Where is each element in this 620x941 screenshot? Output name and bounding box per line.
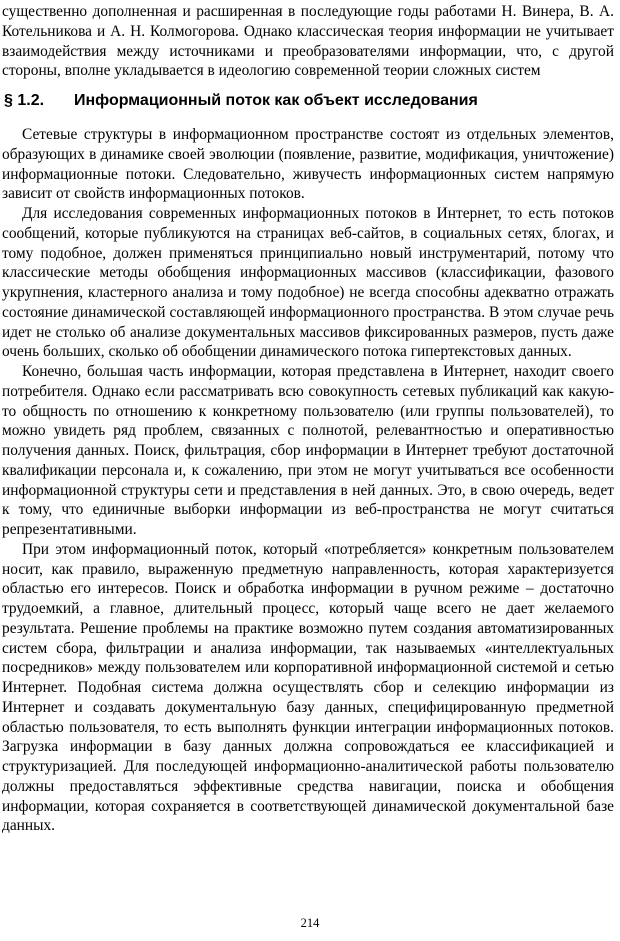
paragraph-intro-continuation: существенно дополненная и расширенная в последующие годы работами Н. Винера, В. А. Котельникова и А. Н. Колмогорова. Однако классическая теория информации не учитывает взаимодействия между источниками и преобразователями информации, что, с другой стороны, вполне укладывается в идеологию современной теории сложных систем xyxy=(2,3,614,80)
section-title: Информационный поток как объект исследования xyxy=(74,92,478,109)
paragraph-network-structures: Сетевые структуры в информационном пространстве состоят из отдельных элементов, образующих в динамике своей эволюции (появление, развитие, модификация, уничтожение) информационные потоки. Следовательно, живучесть информационных систем напрямую зависит от свойств информационных потоков. xyxy=(2,126,614,203)
section-heading xyxy=(4,90,614,112)
paragraph-information-flow: При этом информационный поток, который «потребляется» конкретным пользователем носит, как правило, выраженную предметную направленность, которая характеризуется областью его интересов. Поиск и обработка информации в ручном режиме – достаточно трудоемкий, а главное, длительный процесс, который чаще всего не дает желаемого результата. Решение проблемы на практике возможно путем создания автоматизированных систем сбора, фильтрации и анализа информации, так называемых «интеллектуальных посредников» между пользователем или корпоративной информационной системой и сетью Интернет. Подобная система должна осуществлять сбор и селекцию информации из Интернет и создавать документальную базу данных, специфицированную предметной областью пользователя, то есть выполнять функции интеграции информационных потоков. Загрузка информации в базу данных должна сопровождаться ее классификацией и структуризацией. Для последующей информационно-аналитической работы пользователю должны предоставляться эффективные средства навигации, поиска и обобщения информации, которая сохраняется в соответствующей динамической документальной базе данных. xyxy=(2,540,614,835)
page-number: 214 xyxy=(300,916,320,930)
paragraph-information-consumer: Конечно, большая часть информации, которая представлена в Интернет, находит своего потребителя. Однако если рассматривать всю совокупность сетевых публикаций как какую-то общность по отношению к конкретному пользователю (или группы пользователей), то можно увидеть ряд проблем, связанных с полнотой, релевантностью и оперативностью получения данных. Поиск, фильтрация, сбор информации в Интернет требуют достаточной квалификации персонала и, к сожалению, при этом не могут учитываться все особенности информационной структуры сети и представления в ней данных. Это, в свою очередь, ведет к тому, что единичные выборки информации из веб-пространства не могут считаться репрезентативными. xyxy=(2,363,614,538)
paragraph-research-tools: Для исследования современных информационных потоков в Интернет, то есть потоков сообщений, которые публикуются на страницах веб-сайтов, в социальных сетях, блогах, и тому подобное, должен применяться принципиально новый инструментарий, потому что классические методы обобщения информационных массивов (классификации, фазового укрупнения, кластерного анализа и тому подобное) не всегда способны адекватно отражать состояние динамической составляющей информационного пространства. В этом случае речь идет не столько об анализе документальных массивов фиксированных размеров, пусть даже очень больших, сколько об обобщении динамического потока гипертекстовых данных. xyxy=(2,205,614,361)
section-number: § 1.2. xyxy=(4,92,45,109)
